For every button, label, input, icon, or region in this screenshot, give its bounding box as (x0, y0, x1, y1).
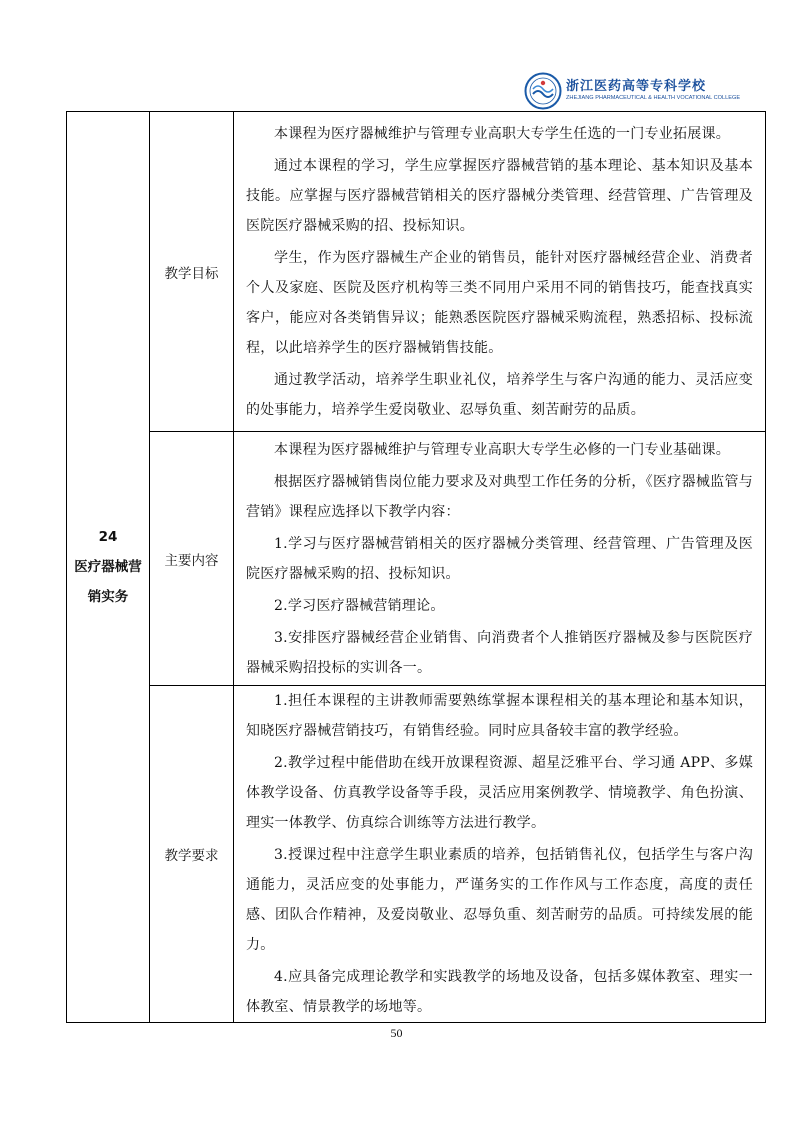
section-content (234, 112, 766, 432)
section-label: 教学要求 (150, 686, 234, 1023)
course-number: 24 (98, 529, 118, 545)
paragraph: 2.教学过程中能借助在线开放课程资源、超星泛雅平台、学习通 APP、多媒体教学设备、仿真教学设备等手段，灵活应用案例教学、情境教学、角色扮演、理实一体教学、仿真综合训练等方法进行教学。 (246, 755, 753, 831)
section-label: 教学目标 (150, 112, 234, 432)
table-row (67, 112, 766, 432)
logo-english-name: ZHEJIANG PHARMACEUTICAL & HEALTH VOCATIONAL COLLEGE (566, 95, 741, 102)
college-logo (524, 70, 741, 112)
logo-chinese-name: 浙江医药高等专科学校 (566, 79, 707, 95)
paragraph: 本课程为医疗器械维护与管理专业高职大专学生任选的一门专业拓展课。 (274, 125, 730, 142)
paragraph: 学生，作为医疗器械生产企业的销售员，能针对医疗器械经营企业、消费者个人及家庭、医院及医疗机构等三类不同用户采用不同的销售技巧，能查找真实客户，能应对各类销售异议；能熟悉医院医疗器械采购流程，熟悉招标、投标流程，以此培养学生的医疗器械销售技能。 (246, 249, 753, 356)
table-row (67, 432, 766, 686)
paragraph: 根据医疗器械销售岗位能力要求及对典型工作任务的分析，《医疗器械监管与营销》课程应选择以下教学内容： (246, 473, 753, 520)
paragraph: 本课程为医疗器械维护与管理专业高职大专学生必修的一门专业基础课。 (274, 441, 730, 458)
section-content (234, 432, 766, 686)
page-number: 50 (390, 1026, 403, 1040)
section-label: 主要内容 (150, 432, 234, 686)
course-name-line2: 销实务 (87, 589, 129, 605)
paragraph: 3.安排医疗器械经营企业销售、向消费者个人推销医疗器械及参与医院医疗器械采购招投标的实训各一。 (246, 629, 753, 676)
paragraph: 3.授课过程中注意学生职业素质的培养，包括销售礼仪，包括学生与客户沟通能力，灵活应变的处事能力，严谨务实的工作作风与工作态度，高度的责任感、团队合作精神，及爱岗敬业、忍辱负重、刻苦耐劳的品质。可持续发展的能力。 (246, 847, 753, 953)
section-content (234, 686, 766, 1023)
table-row (67, 686, 766, 1023)
course-name-line1: 医疗器械营 (74, 559, 142, 575)
paragraph: 2.学习医疗器械营销理论。 (274, 597, 445, 614)
college-emblem-icon (524, 72, 562, 110)
paragraph: 1.学习与医疗器械营销相关的医疗器械分类管理、经营管理、广告管理及医院医疗器械采购的招、投标知识。 (246, 535, 753, 582)
course-table (66, 111, 766, 1023)
paragraph: 通过本课程的学习，学生应掌握医疗器械营销的基本理论、基本知识及基本技能。应掌握与医疗器械营销相关的医疗器械分类管理、经营管理、广告管理及医院医疗器械采购的招、投标知识。 (246, 157, 753, 234)
paragraph: 4.应具备完成理论教学和实践教学的场地及设备，包括多媒体教室、理实一体教室、情景教学的场地等。 (246, 969, 753, 1015)
paragraph: 通过教学活动，培养学生职业礼仪，培养学生与客户沟通的能力、灵活应变的处事能力，培养学生爱岗敬业、忍辱负重、刻苦耐劳的品质。 (246, 371, 753, 418)
paragraph: 1.担任本课程的主讲教师需要熟练掌握本课程相关的基本理论和基本知识，知晓医疗器械营销技巧，有销售经验。同时应具备较丰富的教学经验。 (246, 693, 753, 739)
course-title-cell (67, 112, 150, 1023)
